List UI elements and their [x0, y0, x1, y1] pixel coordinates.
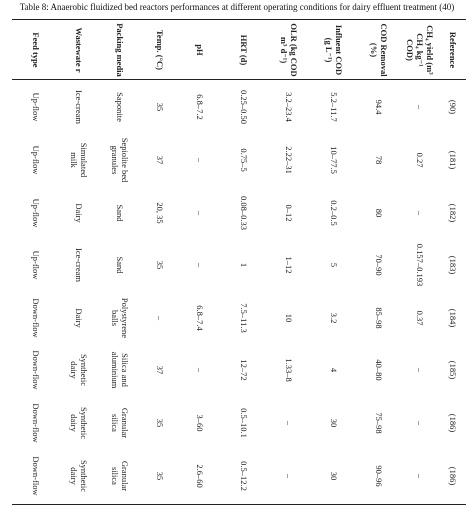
table-cell-text: (186)	[448, 413, 458, 433]
header-cell-text: pH	[195, 43, 205, 56]
table-cell-text: 35	[155, 103, 165, 112]
table-cell-text: 94.4	[374, 99, 384, 115]
header-cell	[358, 20, 400, 79]
table-cell	[180, 81, 220, 134]
header-cell	[100, 20, 140, 79]
table-cell	[310, 397, 358, 450]
table-cell	[400, 397, 440, 450]
header-cell-text: Temp. (°C)	[155, 29, 165, 70]
table-cell-text: 70–90	[374, 254, 384, 276]
table-cell-text: Up-flow	[31, 250, 41, 280]
table-cell	[400, 292, 440, 345]
table-cell-text: 2.6–60	[195, 464, 205, 488]
table-cell	[268, 397, 310, 450]
table-cell	[400, 239, 440, 292]
table-cell	[400, 134, 440, 187]
table-cell	[220, 134, 268, 187]
table-cell-text: 5	[329, 263, 339, 268]
header-cell-text: CH₄ yield (m³ CH₄ kg⁻¹ COD)	[405, 24, 435, 75]
table-cell-text: (182)	[448, 203, 458, 222]
table-cell-text: 2.22–31	[284, 146, 294, 174]
header-cell-text: Wastewate r	[74, 26, 84, 73]
table-cell	[180, 239, 220, 292]
table-cell	[220, 344, 268, 397]
table-cell	[58, 292, 100, 345]
table-cell-text: Up-flow	[31, 92, 41, 122]
table-cell	[440, 134, 466, 187]
table-cell	[180, 397, 220, 450]
table-cell-text: Down-flow	[31, 298, 41, 338]
table-cell-text: 30	[329, 418, 339, 428]
table-cell	[100, 239, 140, 292]
header-cell-text: OLR (kg COD m³ d⁻¹)	[279, 22, 299, 77]
table-cell	[268, 186, 310, 239]
table-cell	[140, 292, 180, 345]
table-cell	[358, 81, 400, 134]
table-cell	[268, 239, 310, 292]
table-cell	[440, 239, 466, 292]
table-cell	[220, 397, 268, 450]
table-cell	[180, 344, 220, 397]
table-cell-text: 3.2–23.4	[284, 92, 294, 123]
table-cell-text: Up-flow	[31, 145, 41, 175]
table-cell	[310, 344, 358, 397]
table-cell-text: 4	[329, 368, 339, 373]
table-cell-text: Granular silica	[110, 407, 130, 439]
table-cell-text: 7.5–11.3	[239, 303, 249, 333]
table-cell	[14, 186, 58, 239]
table-cell	[180, 134, 220, 187]
table-cell-text: 10–77.5	[329, 146, 339, 174]
table-cell-text: –	[195, 368, 205, 373]
table-cell	[140, 344, 180, 397]
table-cell-text: –	[195, 210, 205, 215]
table-cell	[100, 81, 140, 134]
table-cell-text: 0.157–0.193	[415, 243, 425, 287]
table-cell	[58, 239, 100, 292]
table-cell-text: (186)	[448, 466, 458, 485]
table-cell	[14, 81, 58, 134]
table-cell-text: 3–60	[195, 414, 205, 432]
header-separator	[12, 79, 466, 80]
header-cell	[140, 20, 180, 79]
table-cell-text: 0.5–12.2	[239, 460, 249, 491]
table-cell-text: (185)	[448, 361, 458, 380]
table-cell	[310, 134, 358, 187]
table-cell	[220, 292, 268, 345]
table-cell	[100, 292, 140, 345]
table-cell-text: 6.8–7.2	[195, 94, 205, 121]
table-cell	[358, 449, 400, 502]
table-cell	[140, 134, 180, 187]
table-cell	[358, 134, 400, 187]
table-cell-text: 35	[155, 260, 165, 270]
table-cell-text: 80	[374, 208, 384, 217]
header-cell-text: Feed type	[31, 31, 41, 68]
table-cell-text: Sand	[115, 204, 125, 222]
table-cell-text: 85–98	[374, 307, 384, 329]
table-cell-text: 35	[155, 471, 165, 480]
table-cell	[14, 344, 58, 397]
table-cell	[268, 81, 310, 134]
table-cell	[14, 449, 58, 502]
table-cell	[310, 449, 358, 502]
table-cell-text: 12–72	[239, 359, 249, 382]
table-cell	[400, 344, 440, 397]
header-cell-text: Reference	[448, 31, 458, 68]
table-cell	[358, 239, 400, 292]
header-cell	[220, 20, 268, 79]
table-cell	[220, 186, 268, 239]
table-cell	[440, 344, 466, 397]
table-cell-text: 40–80	[374, 359, 384, 382]
table-cell-text: 35	[155, 418, 165, 428]
table-cell-text: Down-flow	[31, 403, 41, 443]
table-cell	[14, 292, 58, 345]
header-cell	[440, 20, 466, 79]
header-cell	[14, 20, 58, 79]
table-cell	[140, 397, 180, 450]
table-cell-text: 75–98	[374, 412, 384, 434]
table-cell	[140, 81, 180, 134]
table-cell-text: Sand	[115, 256, 125, 274]
table-cell-text: 0.75–5	[239, 148, 249, 172]
table-cell-text: 0.5–10.1	[239, 408, 249, 438]
table-cell	[220, 449, 268, 502]
table-cell-text: Down-flow	[31, 350, 41, 391]
table-cell-text: –	[415, 210, 425, 215]
table-cell	[400, 81, 440, 134]
table-cell-text: (183)	[448, 255, 458, 275]
table-cell	[220, 81, 268, 134]
table-cell-text: Dairy	[74, 308, 84, 328]
table-cell-text: –	[155, 315, 165, 320]
table-cell-text: 1–12	[284, 256, 294, 274]
table-cell-text: –	[284, 473, 294, 478]
table-cell-text: 37	[155, 155, 165, 165]
table-cell-text: 0.37	[415, 310, 425, 326]
table-cell-text: –	[195, 157, 205, 163]
table-cell	[58, 449, 100, 502]
table-cell-text: 90–96	[374, 465, 384, 487]
table-cell-text: 10	[284, 313, 294, 323]
table-cell	[100, 344, 140, 397]
table-cell-text: Saponite	[115, 92, 125, 123]
table-cell	[358, 186, 400, 239]
table-cell-text: 78	[374, 155, 384, 165]
table-cell	[58, 81, 100, 134]
table-cell-text: Synthetic dairy	[69, 407, 89, 440]
table-cell	[440, 81, 466, 134]
table-cell	[140, 186, 180, 239]
table-cell	[268, 292, 310, 345]
table-cell-text: –	[415, 420, 425, 426]
header-cell-text: COD Removal (%)	[369, 22, 389, 77]
table-cell-text: 30	[329, 471, 339, 480]
table-cell-text: 3.2	[329, 312, 339, 324]
table-cell	[440, 397, 466, 450]
table-cell-text: 6.8–7.4	[195, 305, 205, 331]
table-cell-text: Sepiolite bed granules	[110, 137, 130, 183]
table-cell	[14, 239, 58, 292]
table-cell	[58, 186, 100, 239]
table-cell-text: Up-flow	[31, 198, 41, 227]
table-cell	[400, 449, 440, 502]
table-cell-text: 0.08–0.33	[239, 195, 249, 230]
table-cell	[58, 134, 100, 187]
table-cell	[180, 292, 220, 345]
table-cell-text: 5.2–11.7	[329, 92, 339, 123]
table-cell-text: 1	[239, 263, 249, 268]
table-cell-text: 0–12	[284, 204, 294, 222]
table-cell-text: –	[195, 263, 205, 268]
table-cell	[310, 186, 358, 239]
table-cell	[220, 239, 268, 292]
table-cell	[358, 344, 400, 397]
table-cell	[268, 344, 310, 397]
table-cell	[268, 449, 310, 502]
table-cell-text: –	[415, 473, 425, 478]
table-cell	[58, 344, 100, 397]
table-cell-text: 20, 35	[155, 201, 165, 224]
header-cell	[58, 20, 100, 79]
table-cell	[440, 292, 466, 345]
table-cell	[58, 397, 100, 450]
table-cell-text: 0.2–0.5	[329, 199, 339, 226]
table-cell	[358, 292, 400, 345]
table-cell-text: Granular silica	[110, 460, 130, 491]
table-cell	[310, 292, 358, 345]
table-cell	[310, 81, 358, 134]
table-cell-text: (90)	[448, 100, 458, 115]
table-cell	[440, 449, 466, 502]
table-cell-text: Ice-cream	[74, 90, 84, 125]
table-cell	[358, 397, 400, 450]
header-cell-text: Influent COD (g L⁻¹)	[324, 24, 344, 75]
table-cell-text: Down-flow	[31, 456, 41, 496]
table-cell-text: –	[415, 368, 425, 373]
table-cell-text: –	[284, 420, 294, 426]
table-cell	[400, 186, 440, 239]
header-cell	[310, 20, 358, 79]
header-cell-text: Packing media	[115, 22, 125, 77]
table-caption: Table 8: Anaerobic fluidized bed reactors performances at different operating conditions for dairy effluent treatment (40)	[19, 2, 455, 12]
table-cell-text: (184)	[448, 308, 458, 328]
table-cell-text: 37	[155, 366, 165, 375]
table-cell-text: –	[415, 105, 425, 110]
header-cell-text: HRT (d)	[239, 34, 249, 65]
table-cell-text: Dairy	[74, 202, 84, 223]
table-cell	[180, 186, 220, 239]
table-cell-text: Polystyrene balls	[110, 297, 130, 338]
table-cell	[180, 449, 220, 502]
table-cell	[140, 449, 180, 502]
table-cell-text: Ice-cream	[74, 248, 84, 283]
table-cell	[268, 134, 310, 187]
table-cell	[14, 134, 58, 187]
table-cell-text: Silica and aluminium	[110, 352, 130, 389]
table-cell-text: Simulated milk	[69, 142, 89, 178]
table-cell	[310, 239, 358, 292]
table-cell	[100, 397, 140, 450]
table-cell-text: Synthetic dairy	[69, 354, 89, 387]
table-cell	[14, 397, 58, 450]
table-cell-text: 0.25–0.50	[239, 90, 249, 125]
table-cell-text: 0.27	[415, 152, 425, 168]
table-cell-text: 1.33–8	[284, 358, 294, 383]
header-cell	[400, 20, 440, 79]
header-cell	[268, 20, 310, 79]
table-cell	[440, 186, 466, 239]
table-cell	[100, 186, 140, 239]
table-cell-text: (181)	[448, 150, 458, 170]
table-cell	[140, 239, 180, 292]
table-cell	[100, 134, 140, 187]
header-cell	[180, 20, 220, 79]
table-cell-text: Synthetic dairy	[69, 459, 89, 492]
table-cell	[100, 449, 140, 502]
